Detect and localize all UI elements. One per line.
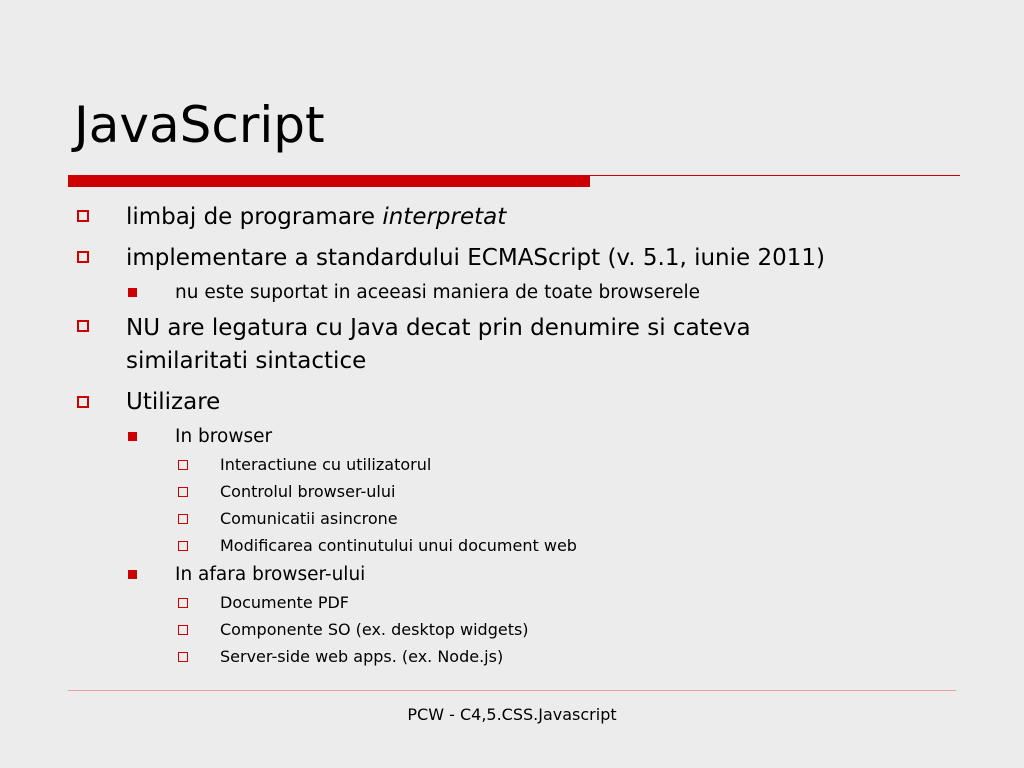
- hollow-square-bullet-icon: [178, 514, 188, 524]
- filled-square-bullet-icon: [128, 570, 137, 579]
- bullet-text: In afara browser-ului: [175, 564, 366, 585]
- bullet-text: limbaj de programare interpretat: [126, 204, 507, 230]
- bullet-text-line2: similaritati sintactice: [126, 348, 367, 374]
- hollow-square-bullet-icon: [178, 541, 188, 551]
- bullet-text: Modificarea continutului unui document web: [220, 536, 577, 555]
- bullet-text: Comunicatii asincrone: [220, 509, 398, 528]
- hollow-square-bullet-icon: [178, 460, 188, 470]
- bullet-text: Controlul browser-ului: [220, 482, 396, 501]
- bullet-text: Interactiune cu utilizatorul: [220, 455, 432, 474]
- emphasis-text: interpretat: [382, 204, 507, 230]
- hollow-square-bullet-icon: [178, 652, 188, 662]
- slide-title: JavaScript: [74, 96, 325, 154]
- bullet-text: Documente PDF: [220, 593, 349, 612]
- bullet-text: Server-side web apps. (ex. Node.js): [220, 647, 504, 666]
- hollow-square-bullet-icon: [77, 210, 89, 222]
- footer-text: PCW - C4,5.CSS.Javascript: [407, 705, 617, 724]
- hollow-square-bullet-icon: [77, 251, 89, 263]
- slide-footer: [0, 705, 1024, 724]
- bullet-text-line1: NU are legatura cu Java decat prin denumire si cateva: [126, 315, 751, 341]
- title-underline-thin: [590, 175, 960, 176]
- bullet-text: implementare a standardului ECMAScript (v. 5.1, iunie 2011): [126, 245, 825, 271]
- hollow-square-bullet-icon: [178, 598, 188, 608]
- bullet-text: In browser: [175, 426, 273, 447]
- title-underline-thick: [68, 175, 590, 187]
- footer-divider: [68, 690, 956, 691]
- hollow-square-bullet-icon: [77, 396, 89, 408]
- hollow-square-bullet-icon: [178, 625, 188, 635]
- hollow-square-bullet-icon: [77, 320, 89, 332]
- bullet-text: Componente SO (ex. desktop widgets): [220, 620, 529, 639]
- bullet-text: Utilizare: [126, 389, 221, 415]
- hollow-square-bullet-icon: [178, 487, 188, 497]
- bullet-text: nu este suportat in aceeasi maniera de toate browserele: [175, 282, 701, 303]
- filled-square-bullet-icon: [128, 432, 137, 441]
- filled-square-bullet-icon: [128, 288, 137, 297]
